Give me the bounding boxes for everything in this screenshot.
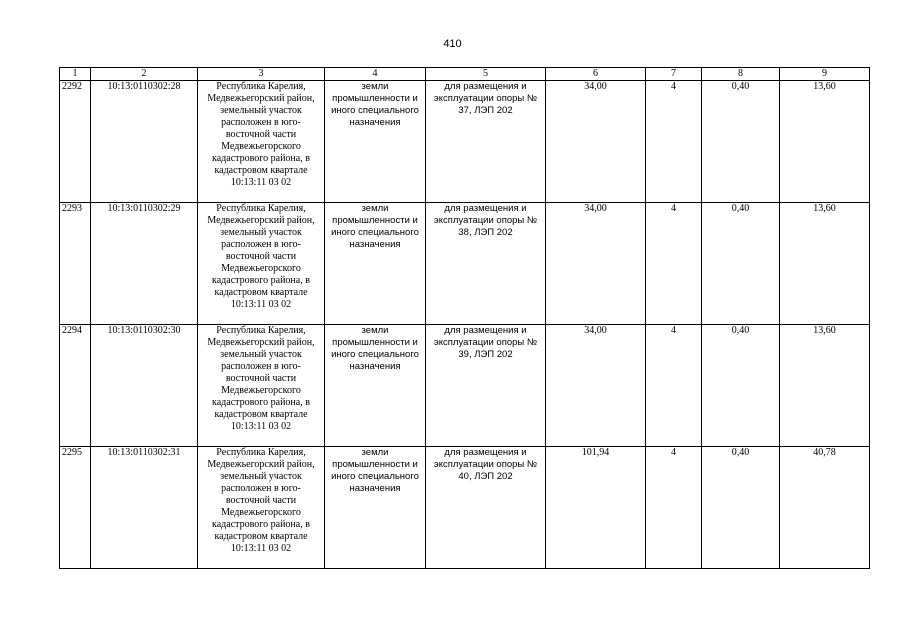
table-row <box>60 447 870 569</box>
land-category: земли промышленности и иного специального назначения <box>325 325 426 447</box>
value-col-7: 4 <box>646 81 702 203</box>
row-number: 2292 <box>60 81 91 203</box>
row-number: 2293 <box>60 203 91 325</box>
header-col-1: 1 <box>60 68 91 81</box>
value-col-7: 4 <box>646 203 702 325</box>
cadastral-number: 10:13:0110302:29 <box>91 203 198 325</box>
row-number: 2294 <box>60 325 91 447</box>
permitted-use: для размещения и эксплуатации опоры № 38, ЛЭП 202 <box>426 203 546 325</box>
value-col-9: 13,60 <box>780 81 870 203</box>
cadastral-number: 10:13:0110302:31 <box>91 447 198 569</box>
value-col-8: 0,40 <box>702 203 780 325</box>
table-header-row <box>60 68 870 81</box>
row-number: 2295 <box>60 447 91 569</box>
land-category: земли промышленности и иного специального назначения <box>325 81 426 203</box>
value-col-8: 0,40 <box>702 81 780 203</box>
land-plots-table <box>59 67 870 569</box>
plot-address: Республика Карелия, Медвежьегорский район, земельный участок расположен в юго-восточной части Медвежьегорского кадастрового района, в кадастровом квартале 10:13:11 03 02 <box>198 203 325 325</box>
header-col-8: 8 <box>702 68 780 81</box>
cadastral-number: 10:13:0110302:28 <box>91 81 198 203</box>
value-col-6: 34,00 <box>546 81 646 203</box>
permitted-use: для размещения и эксплуатации опоры № 39, ЛЭП 202 <box>426 325 546 447</box>
table-row <box>60 203 870 325</box>
plot-address: Республика Карелия, Медвежьегорский район, земельный участок расположен в юго-восточной части Медвежьегорского кадастрового района, в кадастровом квартале 10:13:11 03 02 <box>198 447 325 569</box>
permitted-use: для размещения и эксплуатации опоры № 40, ЛЭП 202 <box>426 447 546 569</box>
value-col-9: 13,60 <box>780 203 870 325</box>
table-row <box>60 325 870 447</box>
value-col-7: 4 <box>646 447 702 569</box>
land-category: земли промышленности и иного специального назначения <box>325 203 426 325</box>
header-col-9: 9 <box>780 68 870 81</box>
header-col-7: 7 <box>646 68 702 81</box>
value-col-8: 0,40 <box>702 447 780 569</box>
value-col-7: 4 <box>646 325 702 447</box>
header-col-2: 2 <box>91 68 198 81</box>
land-category: земли промышленности и иного специального назначения <box>325 447 426 569</box>
header-col-5: 5 <box>426 68 546 81</box>
value-col-6: 34,00 <box>546 325 646 447</box>
page-number: 410 <box>443 38 462 50</box>
plot-address: Республика Карелия, Медвежьегорский район, земельный участок расположен в юго-восточной части Медвежьегорского кадастрового района, в кадастровом квартале 10:13:11 03 02 <box>198 81 325 203</box>
plot-address: Республика Карелия, Медвежьегорский район, земельный участок расположен в юго-восточной части Медвежьегорского кадастрового района, в кадастровом квартале 10:13:11 03 02 <box>198 325 325 447</box>
header-col-6: 6 <box>546 68 646 81</box>
table-row <box>60 81 870 203</box>
value-col-9: 13,60 <box>780 325 870 447</box>
header-col-3: 3 <box>198 68 325 81</box>
cadastral-number: 10:13:0110302:30 <box>91 325 198 447</box>
permitted-use: для размещения и эксплуатации опоры № 37, ЛЭП 202 <box>426 81 546 203</box>
header-col-4: 4 <box>325 68 426 81</box>
value-col-9: 40,78 <box>780 447 870 569</box>
value-col-8: 0,40 <box>702 325 780 447</box>
value-col-6: 34,00 <box>546 203 646 325</box>
value-col-6: 101,94 <box>546 447 646 569</box>
